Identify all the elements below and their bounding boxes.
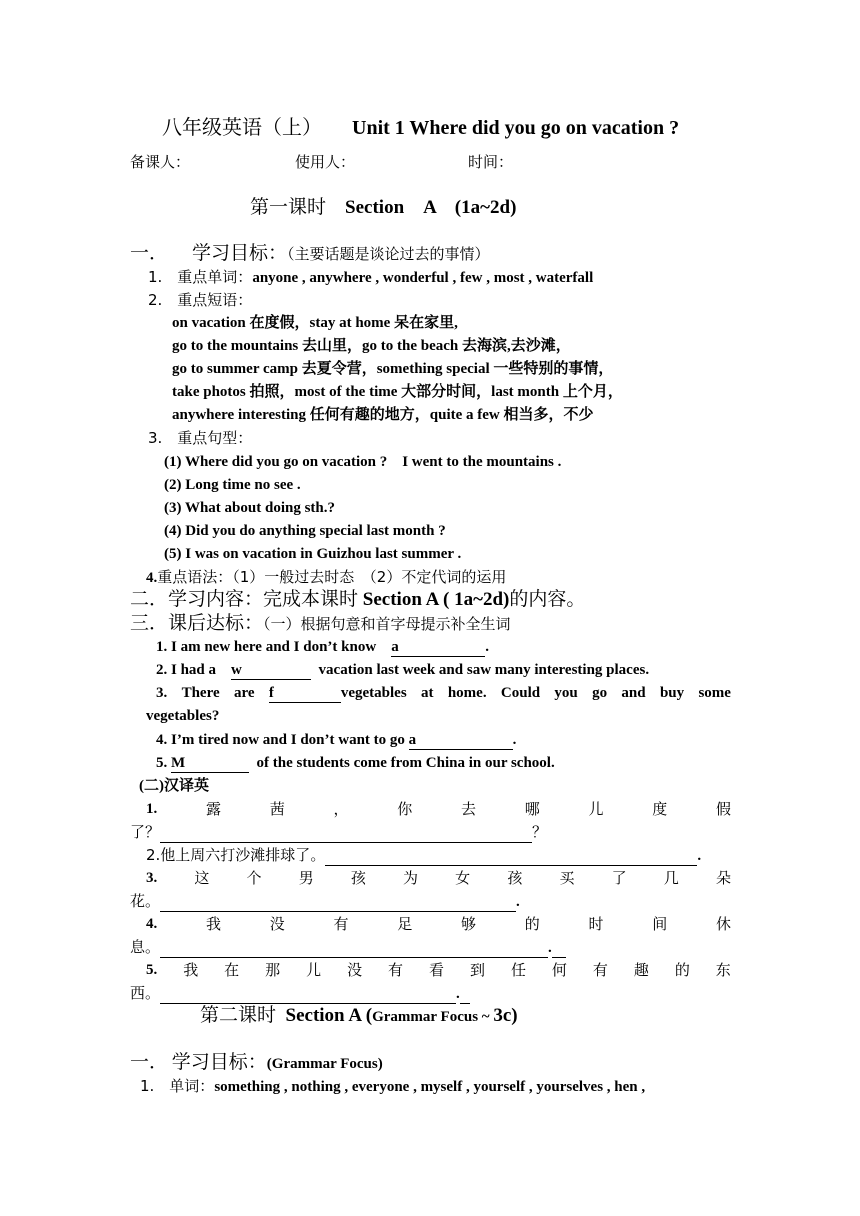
answer-blank[interactable]: a (409, 731, 513, 750)
translate-question-4-tail: 息。 . (130, 937, 566, 958)
answer-blank[interactable]: a (391, 638, 485, 657)
lesson2-vocab-line: 1. 单词：something , nothing , everyone , myself , yourself , yourselves , hen , (140, 1077, 646, 1095)
sentences-label: 3. 重点句型： (148, 429, 253, 447)
answer-blank[interactable]: M (171, 754, 249, 773)
fill-question-2: 2. I had a w vacation last week and saw many interesting places. (156, 662, 650, 678)
translate-question-1: 1. 露 茜 ， 你 去 哪 儿 度 假 (146, 800, 731, 818)
answer-line[interactable] (160, 826, 532, 843)
translate-question-5: 5. 我 在 那 儿 没 有 看 到 任 何 有 趣 的 东 (146, 961, 731, 979)
phrases-label: 2. 重点短语： (148, 291, 253, 309)
fill-question-3-tail: vegetables? (146, 708, 220, 724)
translate-question-4: 4. 我 没 有 足 够 的 时 间 休 (146, 915, 731, 933)
translate-question-3-tail: 花。 . (130, 892, 520, 910)
lesson2-title: 第二课时 Section A (Grammar Focus ~ 3c) (200, 1004, 518, 1026)
lesson1-goal-heading: 一． 学习目标：（主要话题是谈论过去的事情） (130, 242, 490, 264)
sentence-line: (5) I was on vacation in Guizhou last summer . (164, 546, 462, 562)
answer-line[interactable] (552, 941, 566, 958)
answer-blank[interactable]: w (231, 661, 311, 680)
vocab-line: 1. 重点单词：anyone , anywhere , wonderful , few , most , waterfall (148, 268, 594, 286)
phrase-line: take photos 拍照，most of the time 大部分时间，last month 上个月， (172, 384, 623, 400)
content-heading: 二．学习内容：完成本课时 Section A ( 1a~2d)的内容。 (130, 588, 586, 610)
after-class-heading: 三．课后达标：（一）根据句意和首字母提示补全生词 (130, 612, 511, 634)
fill-question-1: 1. I am new here and I don’t know a . (156, 639, 489, 655)
translate-question-3: 3. 这 个 男 孩 为 女 孩 买 了 几 朵 (146, 869, 731, 887)
phrase-line: on vacation 在度假，stay at home 呆在家里, (172, 315, 458, 331)
sentence-line: (3) What about doing sth.? (164, 500, 336, 516)
user-label: 使用人： (295, 153, 356, 171)
document-header (162, 114, 679, 141)
phrase-line: go to the mountains 去山里，go to the beach 去海滨,去沙滩， (172, 338, 571, 354)
answer-line[interactable] (160, 941, 548, 958)
phrase-line: anywhere interesting 任何有趣的地方，quite a few 相当多，不少 (172, 407, 594, 423)
phrase-line: go to summer camp 去夏令营，something special 一些特别的事情， (172, 361, 614, 377)
unit-title: Unit 1 Where did you go on vacation ? (352, 117, 680, 139)
answer-line[interactable] (160, 987, 456, 1004)
fill-question-3: 3. There are f vegetables at home. Could you go and buy some (156, 685, 731, 701)
answer-blank[interactable]: f (269, 684, 341, 703)
grammar-line: 4.重点语法：（1）一般过去时态 （2）不定代词的运用 (146, 568, 507, 586)
fill-question-4: 4. I’m tired now and I don’t want to go a . (156, 732, 517, 748)
lesson1-title: 第一课时 Section A (1a~2d) (250, 196, 517, 218)
answer-line[interactable] (325, 849, 697, 866)
sentence-line: (4) Did you do anything special last month ? (164, 523, 446, 539)
sentence-line: (1) Where did you go on vacation ? I went to the mountains . (164, 454, 562, 470)
translate-question-2: 2.他上周六打沙滩排球了。 . (146, 846, 702, 864)
translate-heading: (二)汉译英 (139, 778, 209, 794)
sentence-line: (2) Long time no see . (164, 477, 301, 493)
lesson2-goal-heading: 一． 学习目标：(Grammar Focus) (130, 1051, 383, 1073)
answer-line[interactable] (160, 895, 516, 912)
grade-title: 八年级英语（上） (162, 115, 322, 139)
preparer-label: 备课人： (130, 153, 191, 171)
answer-line[interactable] (460, 987, 470, 1004)
translate-question-1-tail: 了？ ？ (130, 823, 548, 841)
translate-question-5-tail: 西。 . (130, 983, 470, 1004)
fill-question-5: 5. M of the students come from China in our school. (156, 755, 555, 771)
time-label: 时间： (468, 153, 514, 171)
